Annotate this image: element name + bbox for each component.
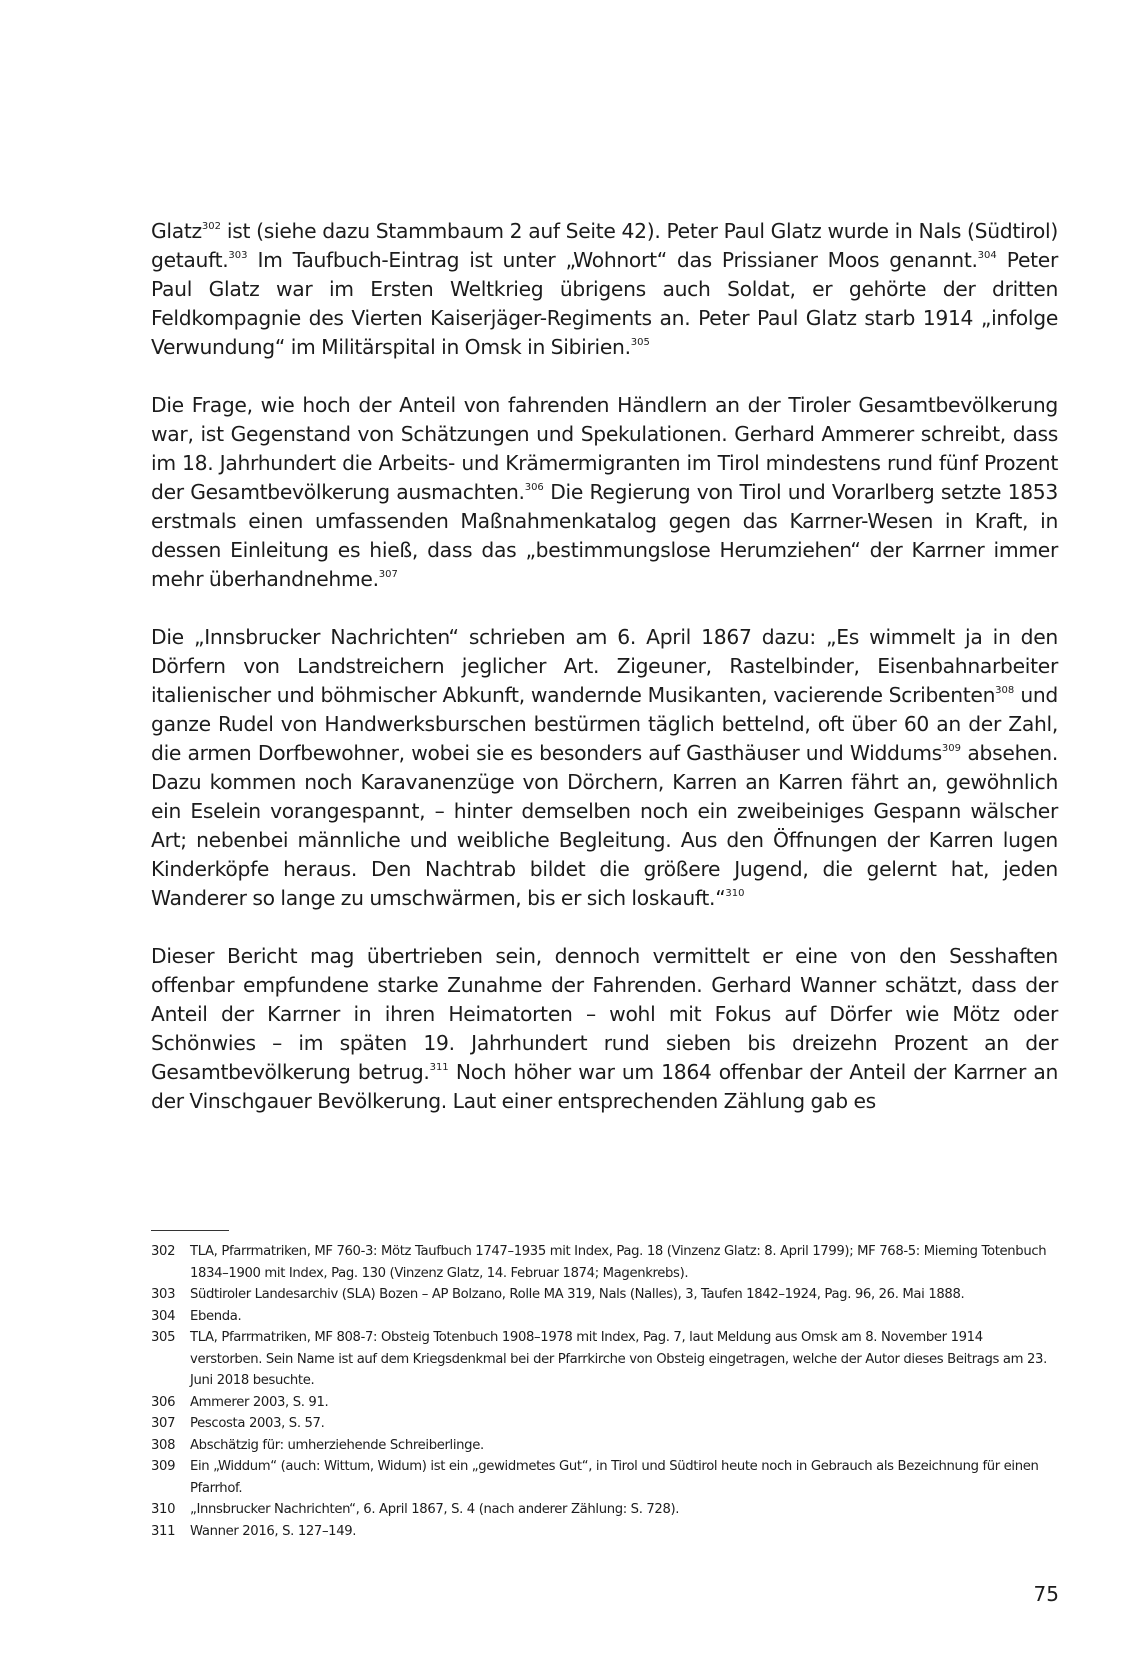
footnote-marker[interactable]: 306 [524, 482, 544, 493]
footnote-marker[interactable]: 302 [201, 221, 221, 232]
footnote-text: Pescosta 2003, S. 57. [190, 1416, 325, 1431]
footnote-marker[interactable]: 303 [228, 250, 248, 261]
footnote-number: 307 [151, 1416, 176, 1431]
footnote-text: Ein „Widdum“ (auch: Wittum, Widum) ist ein „gewidmetes Gut“, in Tirol und Südtirol heute noch in Gebrauch als Bezeichnung für einen Pfarrhof. [190, 1459, 1039, 1496]
footnote-marker[interactable]: 307 [378, 569, 398, 580]
footnote-number: 304 [151, 1308, 176, 1324]
footnote-number: 310 [151, 1502, 176, 1517]
footnote-number: 302 [151, 1244, 176, 1259]
footnote-number: 306 [151, 1394, 176, 1410]
text-run: Die „Innsbrucker Nachrichten“ schrieben am 6. April 1867 dazu: „Es wimmelt ja in den Dörfern von Landstreichern jeglicher Art. Zigeuner, Rastelbinder, Eisenbahnarbeiter italienischer und böhmischer Abkunft, wandernde Musikanten, vacierende Scribenten [151, 625, 1058, 707]
text-run: absehen. Dazu kommen noch Karavanenzüge von Dörchern, Karren an Karren fährt an, gewöhnlich ein Eselein vorangespannt, – hinter demselben noch ein zweibeiniges Gespann wälscher Art; nebenbei männliche und weibliche Begleitung. Aus den Öffnungen der Karren lugen Kinderköpfe heraus. Den Nachtrab bildet die größere Jugend, die gelernt hat, jeden Wanderer so lange zu umschwärmen, bis er sich loskauft.“ [151, 741, 1058, 910]
footnote-marker[interactable]: 310 [725, 888, 745, 899]
footnote-number: 303 [151, 1287, 176, 1302]
footnote-text: Ebenda. [190, 1308, 242, 1324]
footnote-number: 305 [151, 1330, 176, 1345]
text-run: Die Frage, wie hoch der Anteil von fahrenden Händlern an der Tiroler Gesamtbevölkerung war, ist Gegenstand von Schätzungen und Spekulationen. Gerhard Ammerer schreibt, dass im 18. Jahrhundert die Arbeits- und Krämermigranten im Tirol mindestens rund fünf Prozent der Gesamtbevölkerung ausmachten. [151, 393, 1058, 504]
text-run: Im Taufbuch-Eintrag ist unter „Wohnort“ das Prissianer Moos genannt. [247, 248, 978, 272]
page-number: 75 [1033, 1582, 1059, 1606]
footnote-number: 308 [151, 1437, 176, 1453]
paragraph [151, 942, 1058, 1116]
body-text [151, 217, 1058, 1145]
footnote [151, 1392, 1058, 1414]
footnote-text: TLA, Pfarrmatriken, MF 760-3: Mötz Taufbuch 1747–1935 mit Index, Pag. 18 (Vinzenz Glatz: 8. April 1799); MF 768-5: Mieming Totenbuch 1834–1900 mit Index, Pag. 130 (Vinzenz Glatz, 14. Februar 1874; Magenkrebs). [190, 1244, 1047, 1281]
text-run: Dieser Bericht mag übertrieben sein, dennoch vermittelt er eine von den Sesshaften offenbar empfundene starke Zunahme der Fahrenden. Gerhard Wanner schätzt, dass der Anteil der Karrner in ihren Heimatorten – wohl mit Fokus auf Dörfer wie Mötz oder Schönwies – im späten 19. Jahrhundert rund sieben bis dreizehn Prozent an der Gesamtbevölkerung betrug. [151, 944, 1058, 1084]
footnote [151, 1413, 1058, 1435]
footnote [151, 1435, 1058, 1457]
text-run: ist (siehe dazu Stammbaum 2 auf Seite 42). Peter Paul Glatz wurde in Nals (Südtirol) getauft. [151, 219, 1058, 272]
footnote [151, 1327, 1058, 1392]
footnote-marker[interactable]: 308 [995, 685, 1015, 696]
footnote-text: Ammerer 2003, S. 91. [190, 1394, 329, 1410]
footnote-text: TLA, Pfarrmatriken, MF 808-7: Obsteig Totenbuch 1908–1978 mit Index, Pag. 7, laut Meldung aus Omsk am 8. November 1914 verstorben. Sein Name ist auf dem Kriegsdenkmal bei der Pfarrkirche von Obsteig eingetragen, welche der Autor dieses Beitrags am 23. Juni 2018 besuchte. [190, 1330, 1047, 1388]
footnote-text: Südtiroler Landesarchiv (SLA) Bozen – AP Bolzano, Rolle MA 319, Nals (Nalles), 3, Taufen 1842–1924, Pag. 96, 26. Mai 1888. [190, 1287, 965, 1302]
footnote-text: Wanner 2016, S. 127–149. [190, 1523, 357, 1539]
paragraph [151, 217, 1058, 362]
text-run: Die Regierung von Tirol und Vorarlberg setzte 1853 erstmals einen umfassenden Maßnahmenkatalog gegen das Karrner-Wesen in Kraft, in dessen Einleitung es hieß, dass das „bestimmungslose Herumziehen“ der Karrner immer mehr überhandnehme. [151, 480, 1059, 591]
footnote-text: „Innsbrucker Nachrichten“, 6. April 1867, S. 4 (nach anderer Zählung: S. 728). [190, 1502, 680, 1517]
footnotes [151, 1241, 1058, 1542]
text-run: Peter Paul Glatz war im Ersten Weltkrieg übrigens auch Soldat, er gehörte der dritten Feldkompagnie des Vierten Kaiserjäger-Regiments an. Peter Paul Glatz starb 1914 „infolge Verwundung“ im Militärspital in Omsk in Sibirien. [151, 248, 1058, 359]
paragraph [151, 391, 1058, 594]
footnote-marker[interactable]: 309 [941, 743, 962, 754]
footnote [151, 1241, 1058, 1284]
text-run: Noch höher war um 1864 offenbar der Anteil der Karrner an der Vinschgauer Bevölkerung. Laut einer entsprechenden Zählung gab es [151, 1060, 1058, 1113]
footnote-number: 311 [151, 1523, 176, 1539]
text-run: und ganze Rudel von Handwerksburschen bestürmen täglich bettelnd, oft über 60 an der Zahl, die armen Dorfbewohner, wobei sie es besonders auf Gasthäuser und Widdums [151, 683, 1058, 765]
footnote-separator [151, 1230, 229, 1231]
footnote-marker[interactable]: 311 [429, 1062, 449, 1073]
footnote [151, 1521, 1058, 1543]
footnote-marker[interactable]: 304 [977, 250, 997, 261]
footnote [151, 1499, 1058, 1521]
footnote [151, 1284, 1058, 1306]
footnote-text: Abschätzig für: umherziehende Schreiberlinge. [190, 1437, 484, 1453]
footnote-number: 309 [151, 1459, 176, 1474]
footnote [151, 1306, 1058, 1328]
footnote-marker[interactable]: 305 [630, 337, 650, 348]
paragraph [151, 623, 1058, 913]
footnote [151, 1456, 1058, 1499]
text-run: Glatz [151, 219, 202, 243]
